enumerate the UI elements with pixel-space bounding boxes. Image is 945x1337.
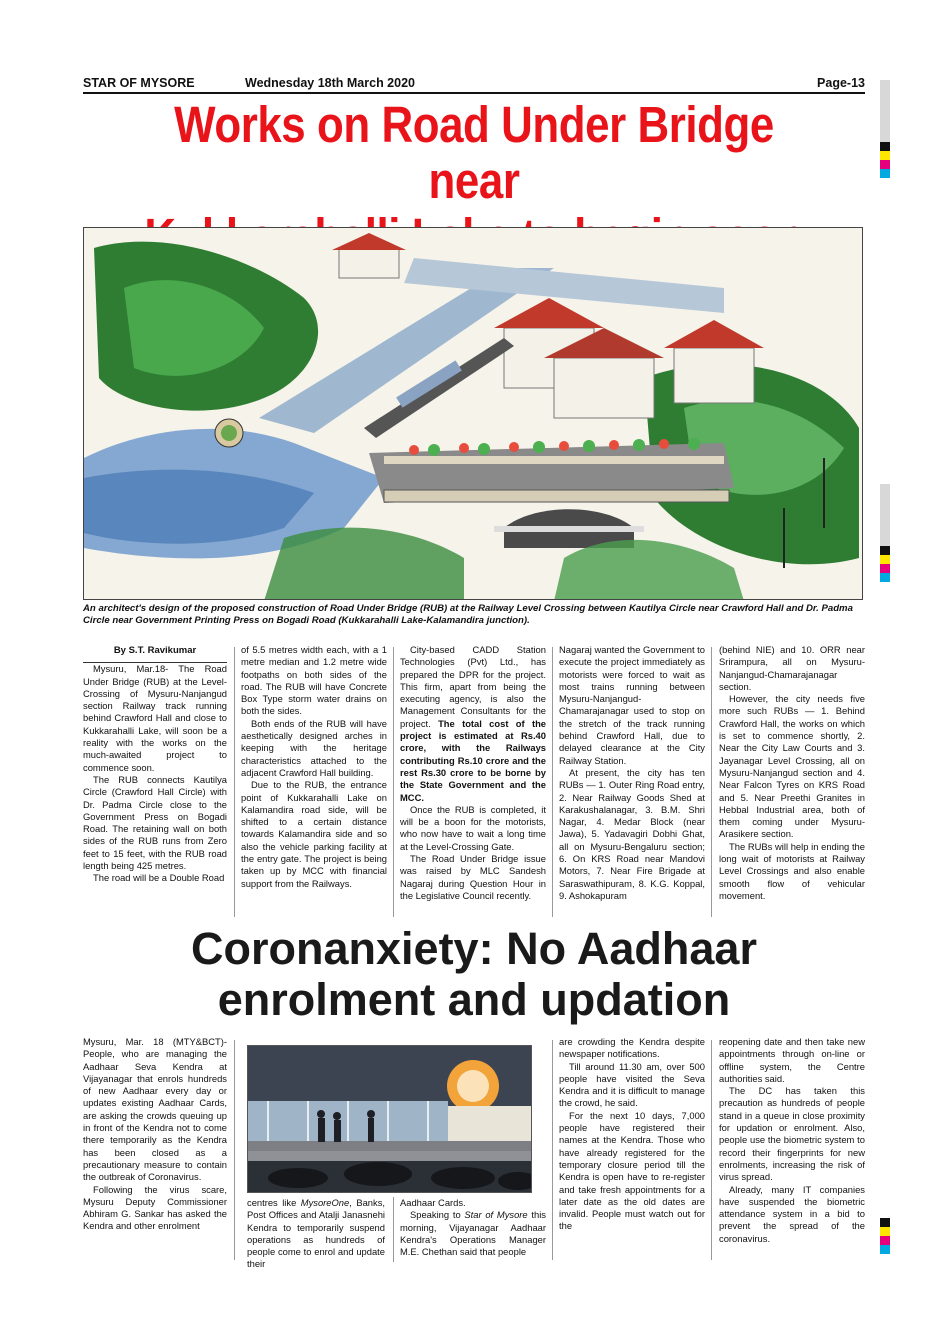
column-rule [711, 1040, 712, 1260]
aadhaar-col5-para: The DC has taken this precaution as hundreds of people stand in a queue in close proximity for updation or enrolment. Also, people use the biometric system to record their fingerprints for new enrolments, increasing the risk of virus spread. [719, 1085, 865, 1183]
aadhaar-col2-para [247, 1197, 385, 1271]
registration-bar-bottom [880, 1218, 890, 1254]
aadhaar-column-3 [400, 1197, 546, 1258]
column-rule [234, 647, 235, 917]
aadhaar-col2-text: , Banks, Post Offices and Atalji Janasnehi Kendra to temporarily suspend operations as hundreds of people come to enrol and update their [247, 1197, 385, 1270]
aadhaar-col3-text: Speaking to [410, 1209, 465, 1221]
rub-col3-para: The Road Under Bridge issue was raised by MLC Sandesh Nagaraj during Question Hour in the Legislative Council recently. [400, 853, 546, 901]
aadhaar-column-1 [83, 1036, 227, 1233]
rub-col2-para: Due to the RUB, the entrance point of Kukkarahalli Lake on Kalamandira road side, will be shifted to a certain distance towards Kalamandira side and so also the vehicle parking facility at the entry gate. The project is being taken up by MCC with financial support from the Railways. [241, 779, 387, 889]
masthead-rule [83, 92, 865, 94]
aadhaar-col4-para: are crowding the Kendra despite newspaper notifications. [559, 1036, 705, 1060]
rub-column-3 [400, 644, 546, 902]
rub-col3-para [400, 644, 546, 804]
page-number: Page-13 [817, 76, 865, 90]
rub-col5-para: However, the city needs five more such RUBs — 1. Behind Crawford Hall, the works on which is set to commence shortly, 2. Near the City Law Courts and 3. Jayanagar Level Crossing, all on Mysuru-Nanjangud section and 4. Near Falcon Tyres on KRS Road and 5. Near Preethi Granites in Hebbal Industrial area, both of them coming under Mysuru-Arasikere section. [719, 693, 865, 840]
rub-architect-illustration [83, 227, 863, 600]
rub-col5-para: (behind NIE) and 10. ORR near Srirampura, all on Mysuru-Nanjangud-Chamarajanagar section. [719, 644, 865, 692]
rub-col1-para: The road will be a Double Road [93, 872, 225, 884]
column-rule [711, 647, 712, 917]
column-rule [393, 647, 394, 917]
column-rule [552, 647, 553, 917]
rub-col3-para: Once the RUB is completed, it will be a boon for the motorists, who now have to wait a long time at the Level-Crossing Gate. [400, 803, 546, 852]
issue-date: Wednesday 18th March 2020 [245, 76, 415, 90]
column-rule [552, 1040, 553, 1260]
registration-bar-middle [880, 484, 890, 582]
aadhaar-col1-para: Following the virus scare, Mysuru Deputy Commissioner Abhiram G. Sankar has asked the Kendra and other enrolment [83, 1183, 227, 1232]
aadhaar-col3-text: this morning, Vijayanagar Aadhaar Kendra's Operations Manager M.E. Chethan said that people [400, 1209, 546, 1258]
aadhaar-column-2 [247, 1197, 385, 1271]
rub-photo-caption: An architect's design of the proposed construction of Road Under Bridge (RUB) at the Railway Level Crossing between Kautilya Circle near Crawford Hall and Dr. Padma Circle near Government Printing Press on Bogadi Road (Kukkarahalli Lake-Kalamandira junction). [83, 603, 853, 627]
paper-name: STAR OF MYSORE [83, 76, 195, 90]
aadhaar-col3-para: Aadhaar Cards. [400, 1197, 466, 1208]
aadhaar-kendra-photo [247, 1045, 532, 1193]
aadhaar-col3-para [400, 1209, 546, 1258]
aadhaar-headline-line2: enrolment and updation [217, 974, 731, 1025]
aadhaar-col4-para: Till around 11.30 am, over 500 people have visited the Seva Kendra and it is difficult to manage the crowd, he said. [559, 1060, 705, 1109]
byline: By S.T. Ravikumar [83, 644, 227, 663]
rub-column-4 [559, 644, 705, 902]
rub-col4-para: Nagaraj wanted the Government to execute the project immediately as motorists were forced to wait as most trains running between Mysuru-Nanjangud-Chamarajanagar used to stop on the stretch of the track running behind Crawford Hall, due to delayed clearance at the City Railway Station. [559, 644, 705, 766]
rub-column-5 [719, 644, 865, 902]
rub-col3-text: City-based CADD Station Technologies (Pvt) Ltd., has prepared the DPR for the project. This firm, apart from being the executing agency, is also the Management Consultants for the project. [400, 644, 546, 729]
rub-column-2 [241, 644, 387, 890]
rub-col2-para: of 5.5 metres width each, with a 1 metre median and 1.2 metre wide footpaths on both sides of the road. The RUB will have Concrete Box Type storm water drains on both the sides. [241, 644, 387, 717]
rub-headline-line1: Works on Road Under Bridge near [174, 96, 774, 209]
rub-cost-highlight: The total cost of the project is estimated at Rs.40 crore, with the Railways contributing Rs.10 crore and the rest Rs.30 crore to be borne by the State Government and the MCC. [400, 717, 547, 803]
aadhaar-column-5 [719, 1036, 865, 1245]
mysoreone-italic: MysoreOne [300, 1197, 350, 1208]
rub-col1-para: Mysuru, Mar.18- The Road Under Bridge (RUB) at the Level-Crossing of Mysuru-Nanjangud section Railway track running behind Crawford Hall and close to Kukkarahalli Lake, will soon be a reality with the works on the much-awaited project to commence soon. [83, 663, 227, 773]
aadhaar-column-4 [559, 1036, 705, 1233]
aadhaar-headline [83, 923, 865, 1025]
rub-col2-para: Both ends of the RUB will have aesthetically designed arches in keeping with the heritage characteristics attached to the adjacent Crawford Hall building. [241, 717, 387, 778]
aadhaar-headline-line1: Coronanxiety: No Aadhaar [191, 923, 757, 974]
aadhaar-col5-para: reopening date and then take new appointments through on-line or offline system, the Centre authorities said. [719, 1036, 865, 1084]
rub-col4-para: At present, the city has ten RUBs — 1. Outer Ring Road entry, 2. Near Railway Goods Shed at Karakushalanagar, 3. B.M. Shri Nagar, 4. Medar Block (near Jawa), 5. Yadavagiri Dobhi Ghat, all on Mysuru-Bengaluru section; 6. On KRS Road near Mandovi Motors, 7. Near Fire Brigade at Saraswathipuram, 8. K.G. Koppal, 9. Ashokapuram [559, 766, 705, 901]
masthead [83, 76, 865, 92]
aadhaar-col2-text: centres like [247, 1197, 301, 1208]
rub-col1-para: The RUB connects Kautilya Circle (Crawford Hall Circle) with Dr. Padma Circle close to the Government Press on Bogadi Road. The retaining wall on both sides of the RUB runs from Zero feet to 15 feet, with the RUB road length being 425 metres. [83, 773, 227, 872]
registration-bar-top [880, 80, 890, 178]
aadhaar-col4-para: For the next 10 days, 7,000 people have registered their names at the Kendra. Those who have already registered for the temporary closure period till the Kendra is open have to re-register and take fresh appointments for a later date as the old dates are invalid. People must watch out for the [559, 1109, 705, 1232]
rub-col5-para: The RUBs will help in ending the long wait of motorists at Railway Level Crossings and also enable smooth flow of vehicular movement. [719, 840, 865, 901]
rub-column-1 [83, 644, 227, 885]
column-rule [234, 1040, 235, 1260]
star-of-mysore-italic: Star of Mysore [464, 1209, 528, 1221]
column-rule [393, 1197, 394, 1262]
aadhaar-col5-para: Already, many IT companies have suspended the biometric attendance system in a bid to prevent the spread of the coronavirus. [719, 1183, 865, 1244]
aadhaar-col1-para: Mysuru, Mar. 18 (MTY&BCT)- People, who are managing the Aadhaar Seva Kendra at Vijayanagar that enrols hundreds of new Aadhaar every day or updates existing Aadhaar Cards, are asking the crowds queuing up in front of the Kendra not to come there temporarily as the Kendra has been closed as a precautionary measure to contain the outbreak of Coronavirus. [83, 1036, 227, 1183]
